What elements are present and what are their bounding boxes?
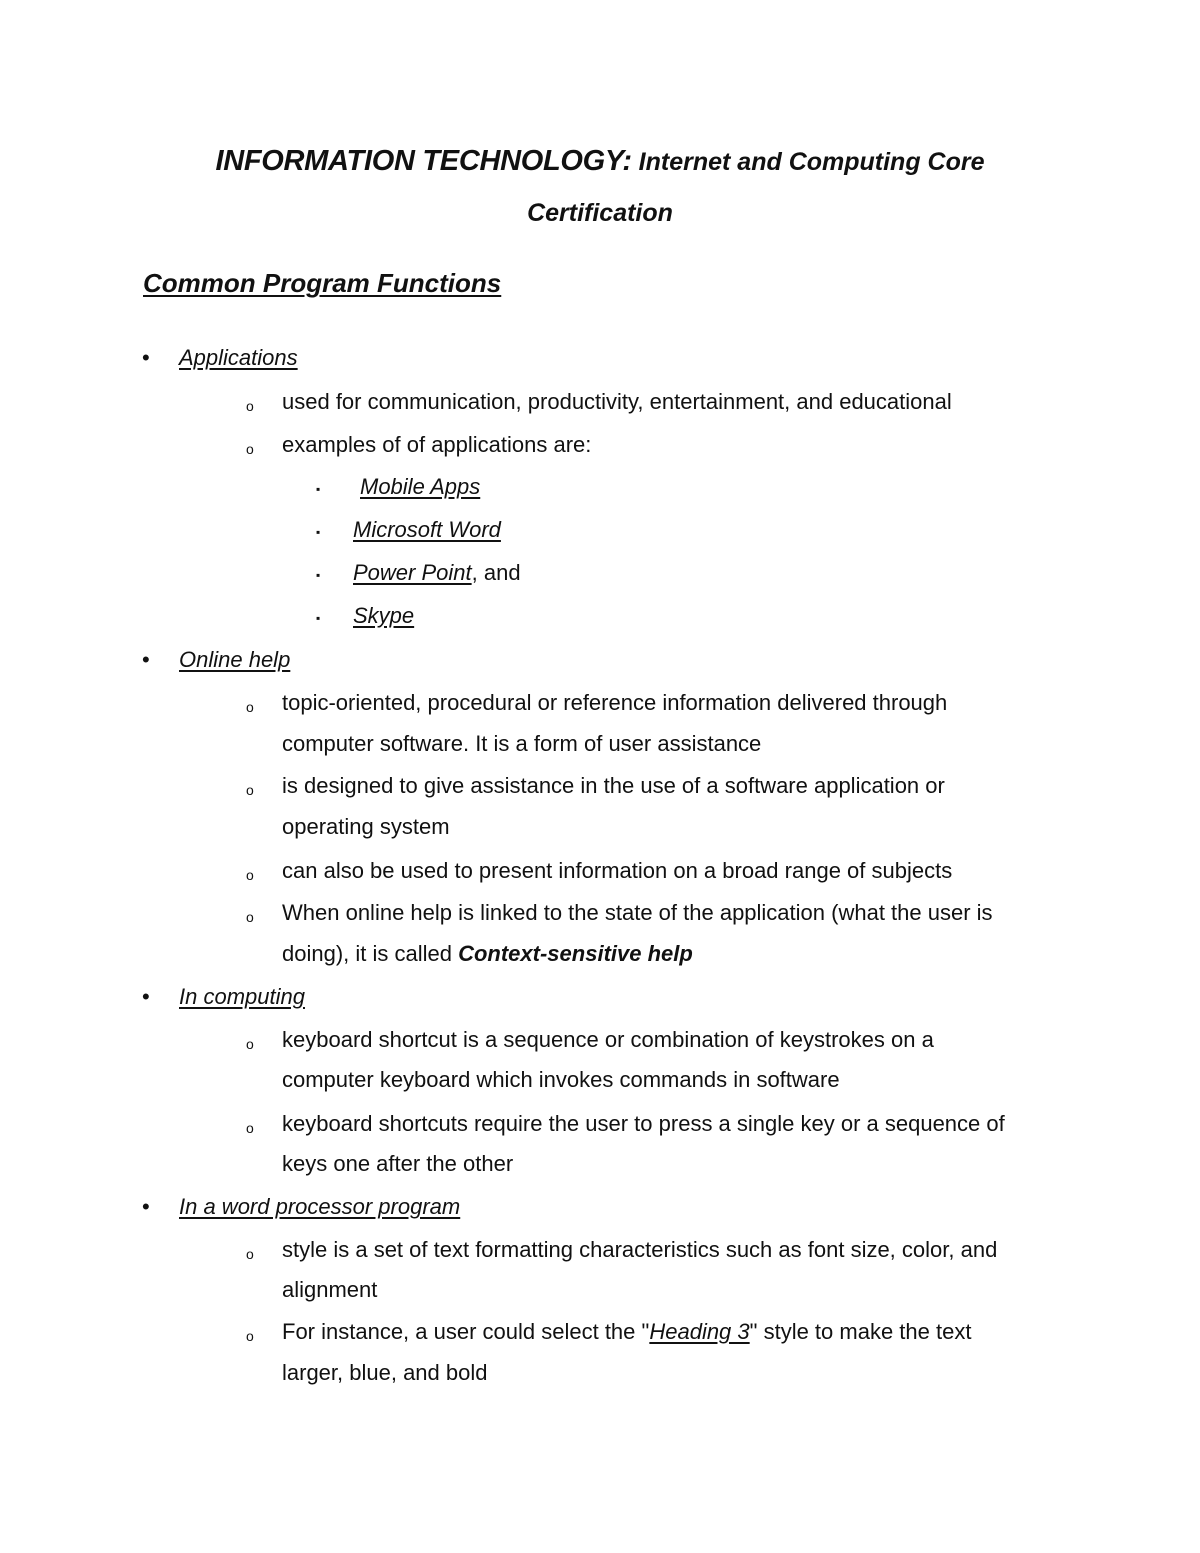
title-line-1: [150, 136, 1050, 188]
bullet-level1: •: [142, 984, 150, 1009]
bullet-level2: o: [246, 1120, 254, 1136]
bullet-level3: ▪: [316, 611, 321, 625]
online-help-item-3: can also be used to present information on a broad range of subjects: [282, 858, 953, 883]
example-power-point-suffix: , and: [471, 560, 521, 585]
document-title: [150, 136, 1050, 239]
online-help-item-1-line-2: computer software. It is a form of user assistance: [282, 731, 762, 756]
bullet-level2: o: [246, 398, 254, 414]
section-heading: Common Program Functions: [143, 268, 502, 298]
in-computing-item-1-line-2: computer keyboard which invokes commands in software: [282, 1067, 840, 1092]
applications-heading[interactable]: Applications: [179, 345, 298, 370]
word-processor-heading[interactable]: In a word processor program: [179, 1194, 461, 1219]
bullet-level2: o: [246, 1246, 254, 1262]
title-main: INFORMATION TECHNOLOGY:: [215, 145, 632, 177]
example-power-point-line: [353, 559, 521, 587]
bullet-level3: ▪: [316, 525, 321, 539]
in-computing-item-1-line-1: keyboard shortcut is a sequence or combination of keystrokes on a: [282, 1027, 934, 1052]
heading-3-link[interactable]: Heading 3: [649, 1319, 750, 1344]
bullet-level2: o: [246, 909, 254, 925]
title-line-2: Certification: [527, 199, 673, 227]
applications-item-1: used for communication, productivity, entertainment, and educational: [282, 389, 952, 414]
applications-item-2: examples of of applications are:: [282, 432, 592, 457]
example-mobile-apps[interactable]: Mobile Apps: [360, 474, 481, 499]
word-processor-item-2-suffix: " style to make the text: [749, 1319, 972, 1344]
online-help-heading[interactable]: Online help: [179, 647, 291, 672]
bullet-level2: o: [246, 1036, 254, 1052]
online-help-item-4-prefix: doing), it is called: [282, 941, 459, 966]
bullet-level1: •: [142, 345, 150, 370]
online-help-item-2-line-1: is designed to give assistance in the use of a software application or: [282, 773, 945, 798]
online-help-item-4-line-1: When online help is linked to the state of the application (what the user is: [282, 900, 993, 925]
word-processor-item-2-line-1: [282, 1318, 971, 1346]
bullet-level2: o: [246, 441, 254, 457]
bullet-level1: •: [142, 647, 150, 672]
word-processor-item-2-line-2: larger, blue, and bold: [282, 1360, 488, 1385]
example-skype[interactable]: Skype: [353, 603, 415, 628]
example-power-point[interactable]: Power Point: [353, 560, 472, 585]
title-rest: Internet and Computing Core: [631, 148, 985, 176]
online-help-item-4-line-2: [282, 940, 693, 968]
bullet-level2: o: [246, 867, 254, 883]
word-processor-item-2-prefix: For instance, a user could select the ": [282, 1319, 650, 1344]
bullet-level2: o: [246, 699, 254, 715]
in-computing-item-2-line-2: keys one after the other: [282, 1151, 514, 1176]
example-microsoft-word[interactable]: Microsoft Word: [353, 517, 501, 542]
in-computing-item-2-line-1: keyboard shortcuts require the user to press a single key or a sequence of: [282, 1111, 1005, 1136]
bullet-level3: ▪: [316, 482, 321, 496]
bullet-level1: •: [142, 1194, 150, 1219]
online-help-item-2-line-2: operating system: [282, 814, 450, 839]
word-processor-item-1-line-2: alignment: [282, 1277, 378, 1302]
word-processor-item-1-line-1: style is a set of text formatting characteristics such as font size, color, and: [282, 1237, 998, 1262]
bullet-level2: o: [246, 1328, 254, 1344]
context-sensitive-help-term: Context-sensitive help: [458, 941, 693, 966]
online-help-item-1-line-1: topic-oriented, procedural or reference information delivered through: [282, 690, 948, 715]
bullet-level2: o: [246, 782, 254, 798]
bullet-level3: ▪: [316, 568, 321, 582]
in-computing-heading[interactable]: In computing: [179, 984, 305, 1009]
